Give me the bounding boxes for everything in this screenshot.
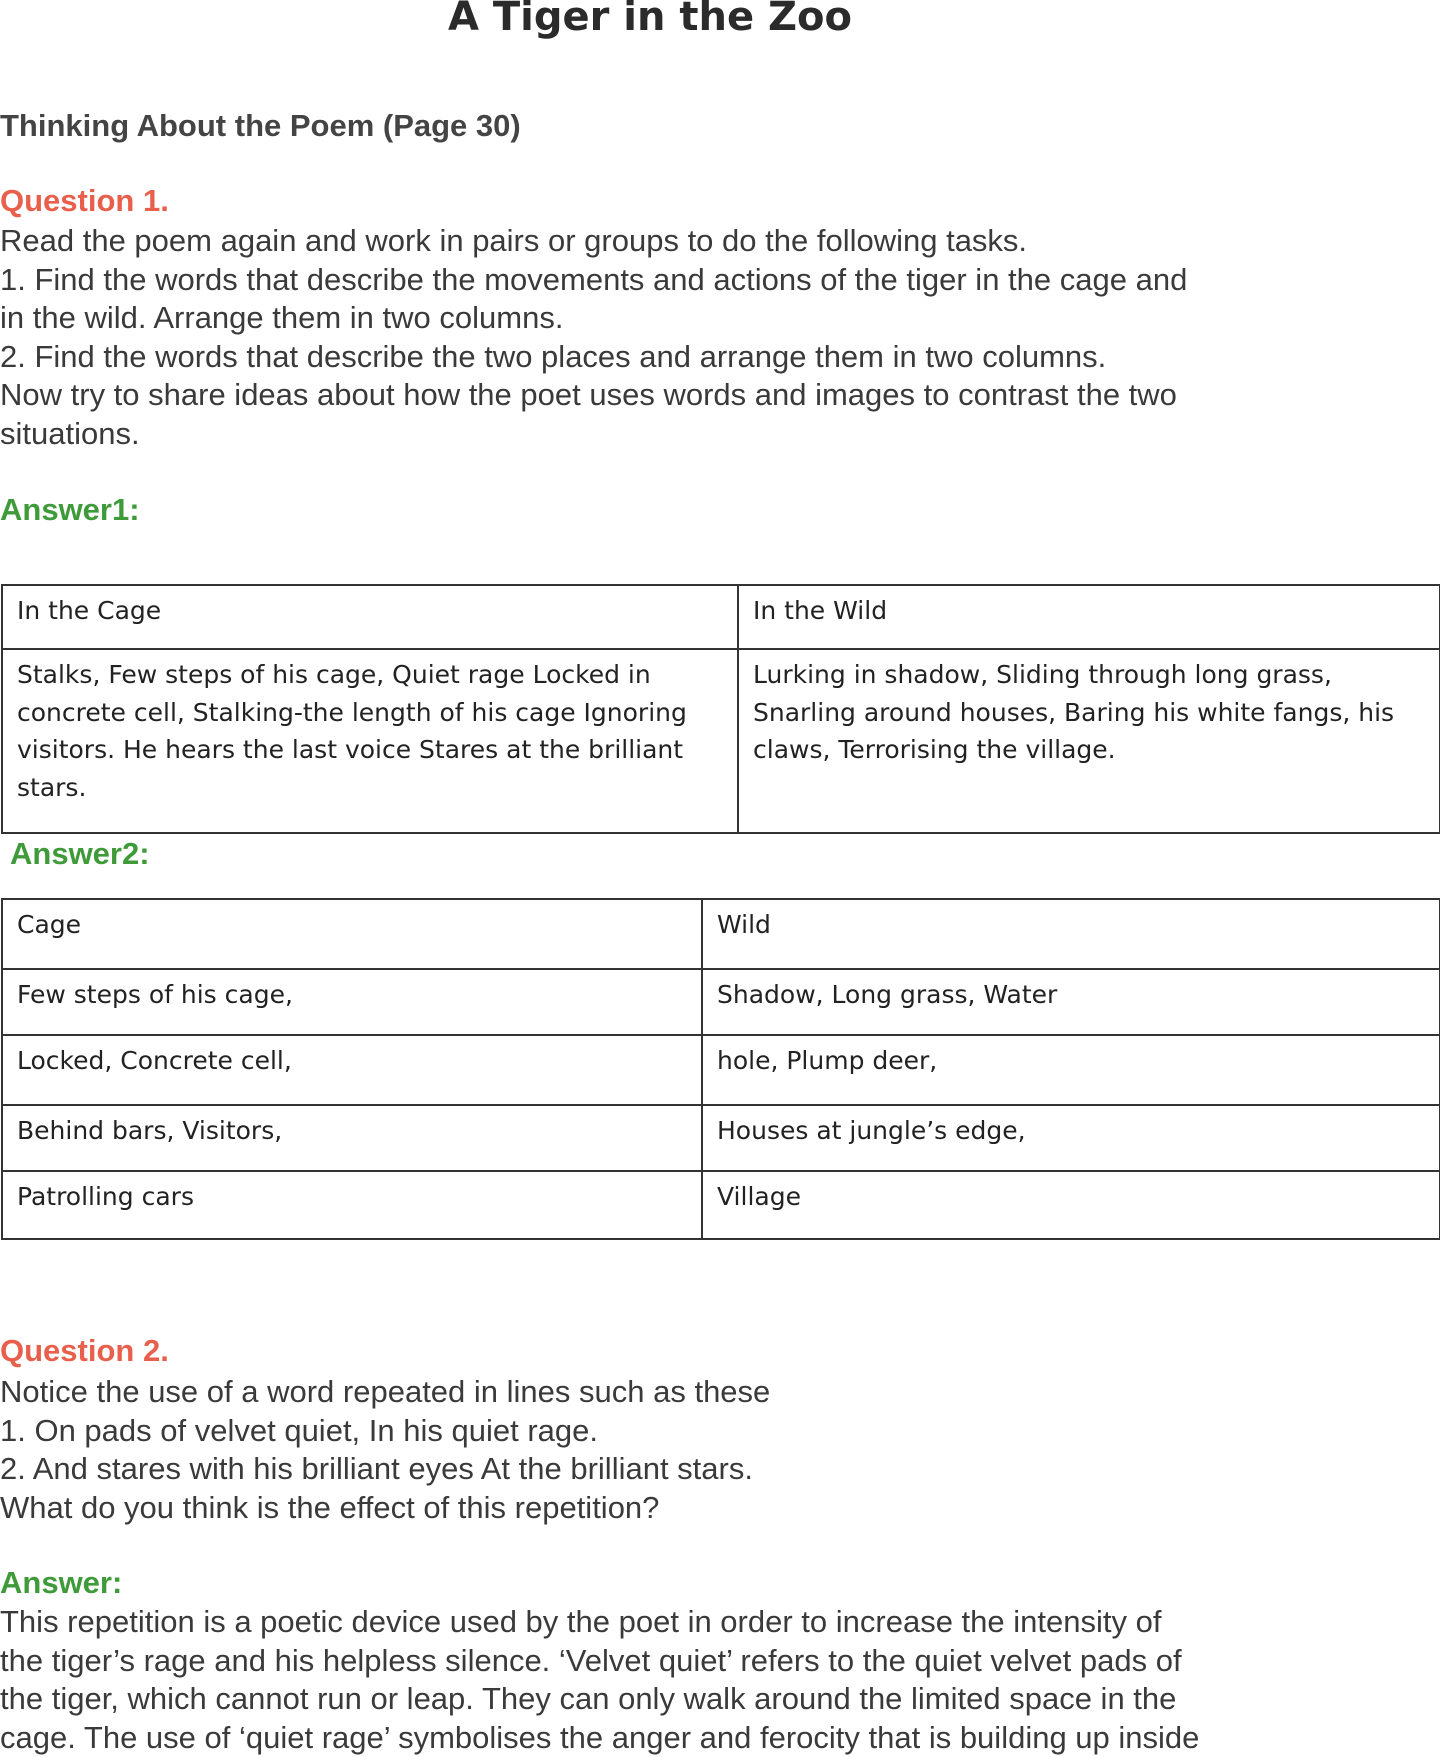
- question-1-line: in the wild. Arrange them in two columns.: [0, 299, 1187, 338]
- table-cell: Behind bars, Visitors,: [2, 1105, 702, 1171]
- table-header-row: [2, 585, 1440, 649]
- answer-3-text: [0, 1603, 1199, 1757]
- table-row: [2, 649, 1440, 833]
- answer-3-label: Answer:: [0, 1565, 122, 1601]
- table-cell: hole, Plump deer,: [702, 1035, 1440, 1105]
- table-header-row: [2, 899, 1440, 969]
- table-cell: Few steps of his cage,: [2, 969, 702, 1035]
- answer-3-line: This repetition is a poetic device used by the poet in order to increase the intensity of: [0, 1603, 1199, 1642]
- table-row: [2, 1171, 1440, 1239]
- answer-2-table: [1, 898, 1440, 1240]
- page-title: A Tiger in the Zoo: [0, 0, 1300, 40]
- table-cell: Village: [702, 1171, 1440, 1239]
- question-2-line: Notice the use of a word repeated in lines such as these: [0, 1373, 770, 1412]
- table-cell: Shadow, Long grass, Water: [702, 969, 1440, 1035]
- question-1-label: Question 1.: [0, 183, 169, 219]
- table-header-cell: Wild: [702, 899, 1440, 969]
- question-1-line: 2. Find the words that describe the two places and arrange them in two columns.: [0, 338, 1187, 377]
- table-cell: Houses at jungle’s edge,: [702, 1105, 1440, 1171]
- question-2-line: What do you think is the effect of this repetition?: [0, 1489, 770, 1528]
- answer-1-label: Answer1:: [0, 492, 140, 528]
- question-2-line: 1. On pads of velvet quiet, In his quiet rage.: [0, 1412, 770, 1451]
- table-header-cell: In the Cage: [2, 585, 738, 649]
- answer-3-line: the tiger, which cannot run or leap. They can only walk around the limited space in the: [0, 1680, 1199, 1719]
- question-2-text: [0, 1373, 770, 1527]
- table-cell: Stalks, Few steps of his cage, Quiet rage Locked in concrete cell, Stalking-the length of his cage Ignoring visitors. He hears the last voice Stares at the brilliant stars.: [2, 649, 738, 833]
- table-row: [2, 969, 1440, 1035]
- table-cell: Locked, Concrete cell,: [2, 1035, 702, 1105]
- answer-3-line: the tiger’s rage and his helpless silence. ‘Velvet quiet’ refers to the quiet velvet pads of: [0, 1642, 1199, 1681]
- question-1-line: 1. Find the words that describe the movements and actions of the tiger in the cage and: [0, 261, 1187, 300]
- question-1-line: Read the poem again and work in pairs or groups to do the following tasks.: [0, 222, 1187, 261]
- table-cell: Patrolling cars: [2, 1171, 702, 1239]
- table-header-cell: Cage: [2, 899, 702, 969]
- question-1-text: [0, 222, 1187, 453]
- table-row: [2, 1035, 1440, 1105]
- question-1-line: Now try to share ideas about how the poet uses words and images to contrast the two: [0, 376, 1187, 415]
- question-2-label: Question 2.: [0, 1333, 169, 1369]
- question-1-line: situations.: [0, 415, 1187, 454]
- table-row: [2, 1105, 1440, 1171]
- answer-1-table: [1, 584, 1440, 834]
- section-heading: Thinking About the Poem (Page 30): [0, 108, 521, 144]
- question-2-line: 2. And stares with his brilliant eyes At the brilliant stars.: [0, 1450, 770, 1489]
- table-header-cell: In the Wild: [738, 585, 1440, 649]
- answer-3-line: cage. The use of ‘quiet rage’ symbolises the anger and ferocity that is building up inside: [0, 1719, 1199, 1757]
- answer-2-label: Answer2:: [10, 836, 150, 872]
- table-cell: Lurking in shadow, Sliding through long grass, Snarling around houses, Baring his white fangs, his claws, Terrorising the village.: [738, 649, 1440, 833]
